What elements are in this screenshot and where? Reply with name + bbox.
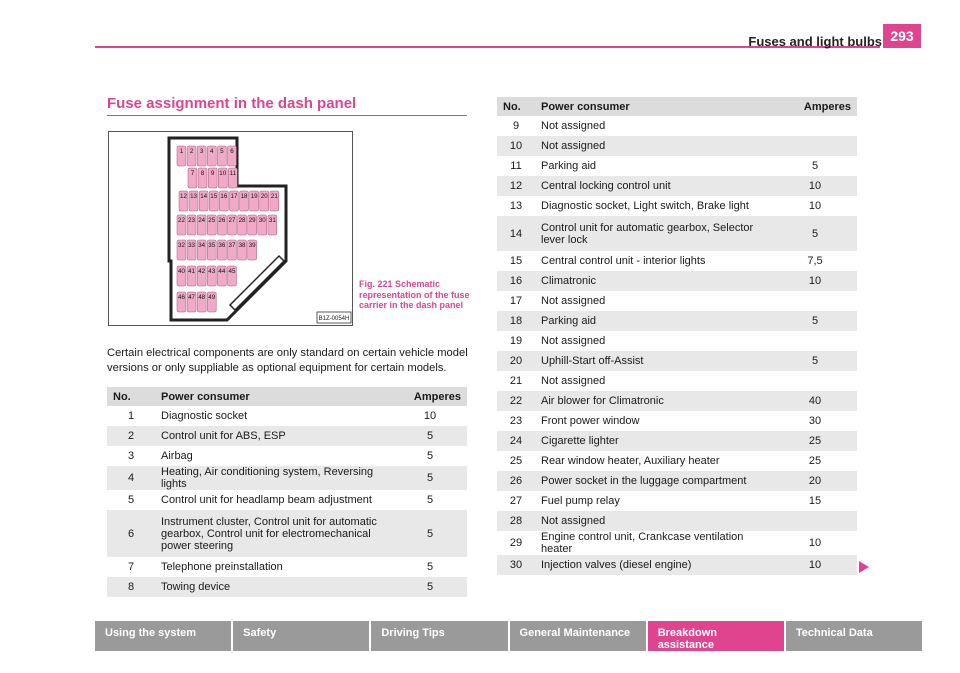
power-consumer-cell: Not assigned (535, 291, 773, 311)
fuse-label: 3 (199, 148, 204, 155)
fuse-label: 42 (198, 268, 206, 275)
amperes-cell: 25 (773, 451, 857, 471)
fuse-number-cell: 10 (497, 136, 535, 156)
amperes-cell: 20 (773, 471, 857, 491)
fuse-label: 31 (268, 217, 276, 224)
fuse-number-cell: 18 (497, 311, 535, 331)
fuse-label: 27 (228, 217, 236, 224)
table-row (497, 331, 857, 351)
fuse-label: 49 (208, 294, 216, 301)
table-row (497, 196, 857, 216)
fuse-label: 41 (188, 268, 195, 275)
amperes-cell: 5 (773, 311, 857, 331)
power-consumer-cell: Climatronic (535, 271, 773, 291)
footer-tab-safety[interactable]: Safety (233, 621, 369, 651)
table-header-row (497, 97, 857, 116)
fuse-label: 4 (210, 148, 214, 155)
fuse-label: 2 (189, 148, 194, 155)
fuse-carrier-figure (108, 131, 353, 326)
fuse-label: 30 (258, 217, 266, 224)
table-row (497, 555, 857, 575)
fuse-label: 29 (248, 217, 256, 224)
fuse-label: 24 (198, 217, 206, 224)
footer-nav (95, 621, 922, 651)
table-row (107, 466, 467, 490)
fuse-label: 35 (208, 242, 216, 249)
table-row (497, 471, 857, 491)
table-row (497, 391, 857, 411)
fuse-number-cell: 17 (497, 291, 535, 311)
power-consumer-cell: Telephone preinstallation (155, 557, 393, 577)
footer-tab-general-maintenance[interactable]: General Maintenance (510, 621, 646, 651)
amperes-cell: 5 (393, 510, 467, 557)
power-consumer-cell: Control unit for headlamp beam adjustment (155, 490, 393, 510)
amperes-cell: 30 (773, 411, 857, 431)
page-header-title: Fuses and light bulbs (748, 34, 882, 49)
col-no-header: No. (497, 97, 535, 116)
amperes-cell: 10 (773, 555, 857, 575)
fuse-number-cell: 23 (497, 411, 535, 431)
fuse-label: 15 (210, 193, 218, 200)
amperes-cell (773, 331, 857, 351)
footer-tab-breakdown-assistance[interactable]: Breakdown assistance (648, 621, 784, 651)
fuse-label: 5 (220, 148, 224, 155)
amperes-cell: 5 (393, 446, 467, 466)
fuse-number-cell: 14 (497, 216, 535, 251)
power-consumer-cell: Not assigned (535, 116, 773, 136)
fuse-carrier-bevel (230, 256, 284, 310)
figure-caption: Fig. 221 Schematic representation of the fuse carrier in the dash panel (359, 279, 470, 310)
fuse-number-cell: 15 (497, 251, 535, 271)
power-consumer-cell: Not assigned (535, 511, 773, 531)
fuse-label: 21 (270, 193, 278, 200)
amperes-cell: 10 (773, 531, 857, 555)
table-header-row (107, 387, 467, 406)
amperes-cell: 5 (773, 216, 857, 251)
table-row (107, 406, 467, 426)
amperes-cell: 5 (393, 557, 467, 577)
footer-tab-using-the-system[interactable]: Using the system (95, 621, 231, 651)
fuse-label: 9 (210, 170, 215, 177)
fuse-number-cell: 22 (497, 391, 535, 411)
table-row (497, 451, 857, 471)
fuse-label: 34 (198, 242, 206, 249)
power-consumer-cell: Rear window heater, Auxiliary heater (535, 451, 773, 471)
fuse-label: 37 (228, 242, 236, 249)
fuse-number-cell: 13 (497, 196, 535, 216)
table-row (107, 577, 467, 597)
fuse-label: 47 (188, 294, 195, 301)
fuse-label: 20 (260, 193, 268, 200)
fuse-number-cell: 27 (497, 491, 535, 511)
fuse-label: 18 (240, 193, 248, 200)
table-row (107, 446, 467, 466)
power-consumer-cell: Not assigned (535, 331, 773, 351)
fuse-number-cell: 8 (107, 577, 155, 597)
fuse-number-cell: 3 (107, 446, 155, 466)
power-consumer-cell: Instrument cluster, Control unit for automatic gearbox, Control unit for electromechanical power steering (155, 510, 393, 557)
fuse-label: 8 (200, 170, 205, 177)
col-consumer-header: Power consumer (155, 387, 393, 406)
fuse-number-cell: 30 (497, 555, 535, 575)
fuse-label: 39 (248, 242, 256, 249)
table-row (497, 251, 857, 271)
fuse-label: 7 (190, 170, 195, 177)
fuse-label: 40 (178, 268, 185, 275)
power-consumer-cell: Heating, Air conditioning system, Reversing lights (155, 466, 393, 490)
amperes-cell (773, 136, 857, 156)
figure-code: B1Z-0054H (318, 316, 350, 322)
intro-paragraph: Certain electrical components are only standard on certain vehicle model versions or only suppliable as optional equipment for certain models. (107, 347, 468, 374)
fuse-number-cell: 5 (107, 490, 155, 510)
amperes-cell: 15 (773, 491, 857, 511)
power-consumer-cell: Towing device (155, 577, 393, 597)
power-consumer-cell: Air blower for Climatronic (535, 391, 773, 411)
fuse-number-cell: 19 (497, 331, 535, 351)
fuse-label: 33 (188, 242, 195, 249)
table-row (497, 136, 857, 156)
col-amperes-header: Amperes (393, 387, 467, 406)
table-row (497, 351, 857, 371)
fuse-number-cell: 20 (497, 351, 535, 371)
fuse-number-cell: 9 (497, 116, 535, 136)
amperes-cell: 7,5 (773, 251, 857, 271)
table-row (497, 271, 857, 291)
power-consumer-cell: Front power window (535, 411, 773, 431)
fuse-label: 22 (178, 217, 185, 224)
fuse-number-cell: 6 (107, 510, 155, 557)
amperes-cell: 5 (393, 426, 467, 446)
fuse-number-cell: 29 (497, 531, 535, 555)
power-consumer-cell: Central locking control unit (535, 176, 773, 196)
table-row (497, 411, 857, 431)
amperes-cell: 10 (393, 406, 467, 426)
amperes-cell: 10 (773, 176, 857, 196)
table-row (497, 491, 857, 511)
fuse-number-cell: 16 (497, 271, 535, 291)
power-consumer-cell: Diagnostic socket (155, 406, 393, 426)
table-row (497, 371, 857, 391)
amperes-cell: 5 (393, 577, 467, 597)
col-amperes-header: Amperes (773, 97, 857, 116)
amperes-cell (773, 116, 857, 136)
table-row (497, 116, 857, 136)
fuse-label: 10 (219, 170, 227, 177)
fuse-number-cell: 1 (107, 406, 155, 426)
amperes-cell (773, 511, 857, 531)
amperes-cell: 5 (393, 490, 467, 510)
fuse-label: 26 (218, 217, 226, 224)
power-consumer-cell: Injection valves (diesel engine) (535, 555, 773, 575)
fuse-label: 11 (229, 170, 237, 177)
fuse-label: 19 (250, 193, 258, 200)
fuse-label: 32 (178, 242, 185, 249)
amperes-cell: 25 (773, 431, 857, 451)
amperes-cell: 5 (773, 351, 857, 371)
fuse-label: 46 (178, 294, 185, 301)
power-consumer-cell: Parking aid (535, 311, 773, 331)
power-consumer-cell: Not assigned (535, 136, 773, 156)
table-row (107, 557, 467, 577)
fuse-label: 38 (238, 242, 246, 249)
table-row (497, 511, 857, 531)
fuse-label: 44 (218, 268, 226, 275)
amperes-cell (773, 371, 857, 391)
footer-tab-driving-tips[interactable]: Driving Tips (371, 621, 507, 651)
col-no-header: No. (107, 387, 155, 406)
fuse-number-cell: 26 (497, 471, 535, 491)
amperes-cell (773, 291, 857, 311)
power-consumer-cell: Cigarette lighter (535, 431, 773, 451)
section-title: Fuse assignment in the dash panel (107, 95, 357, 112)
table-row (107, 426, 467, 446)
fuse-table-1 (107, 387, 467, 597)
table-row (497, 431, 857, 451)
power-consumer-cell: Control unit for ABS, ESP (155, 426, 393, 446)
fuse-number-cell: 28 (497, 511, 535, 531)
fuse-number-cell: 21 (497, 371, 535, 391)
power-consumer-cell: Engine control unit, Crankcase ventilation heater (535, 531, 773, 555)
fuse-label: 43 (208, 268, 216, 275)
fuse-number-cell: 24 (497, 431, 535, 451)
amperes-cell: 5 (393, 466, 467, 490)
fuse-label: 16 (220, 193, 228, 200)
fuse-label: 12 (180, 193, 187, 200)
power-consumer-cell: Control unit for automatic gearbox, Selector lever lock (535, 216, 773, 251)
section-rule (107, 115, 467, 116)
fuse-number-cell: 7 (107, 557, 155, 577)
fuse-label: 6 (230, 148, 234, 155)
power-consumer-cell: Parking aid (535, 156, 773, 176)
fuse-label: 1 (179, 148, 184, 155)
table-row (107, 490, 467, 510)
fuse-label: 17 (230, 193, 238, 200)
power-consumer-cell: Diagnostic socket, Light switch, Brake light (535, 196, 773, 216)
table-row (497, 176, 857, 196)
amperes-cell: 40 (773, 391, 857, 411)
fuse-label: 36 (218, 242, 226, 249)
amperes-cell: 10 (773, 196, 857, 216)
fuse-label: 25 (208, 217, 216, 224)
fuse-label: 45 (228, 268, 236, 275)
footer-tab-technical-data[interactable]: Technical Data (786, 621, 922, 651)
col-consumer-header: Power consumer (535, 97, 773, 116)
fuse-label: 23 (188, 217, 195, 224)
table-row (497, 156, 857, 176)
table-row (497, 311, 857, 331)
power-consumer-cell: Fuel pump relay (535, 491, 773, 511)
fuse-label: 28 (238, 217, 246, 224)
fuse-label: 48 (198, 294, 206, 301)
fuse-label: 13 (190, 193, 197, 200)
fuse-number-cell: 12 (497, 176, 535, 196)
fuse-number-cell: 2 (107, 426, 155, 446)
amperes-cell: 5 (773, 156, 857, 176)
power-consumer-cell: Not assigned (535, 371, 773, 391)
fuse-table-2 (497, 97, 857, 575)
continue-arrow-icon[interactable] (859, 561, 869, 573)
fuse-label: 14 (200, 193, 208, 200)
power-consumer-cell: Central control unit - interior lights (535, 251, 773, 271)
power-consumer-cell: Power socket in the luggage compartment (535, 471, 773, 491)
fuse-number-cell: 4 (107, 466, 155, 490)
table-row (107, 510, 467, 557)
table-row (497, 531, 857, 555)
fuse-carrier-diagram (109, 132, 352, 325)
page-number: 293 (883, 24, 921, 48)
table-row (497, 216, 857, 251)
fuse-number-cell: 25 (497, 451, 535, 471)
power-consumer-cell: Airbag (155, 446, 393, 466)
fuse-number-cell: 11 (497, 156, 535, 176)
amperes-cell: 10 (773, 271, 857, 291)
table-row (497, 291, 857, 311)
power-consumer-cell: Uphill-Start off-Assist (535, 351, 773, 371)
